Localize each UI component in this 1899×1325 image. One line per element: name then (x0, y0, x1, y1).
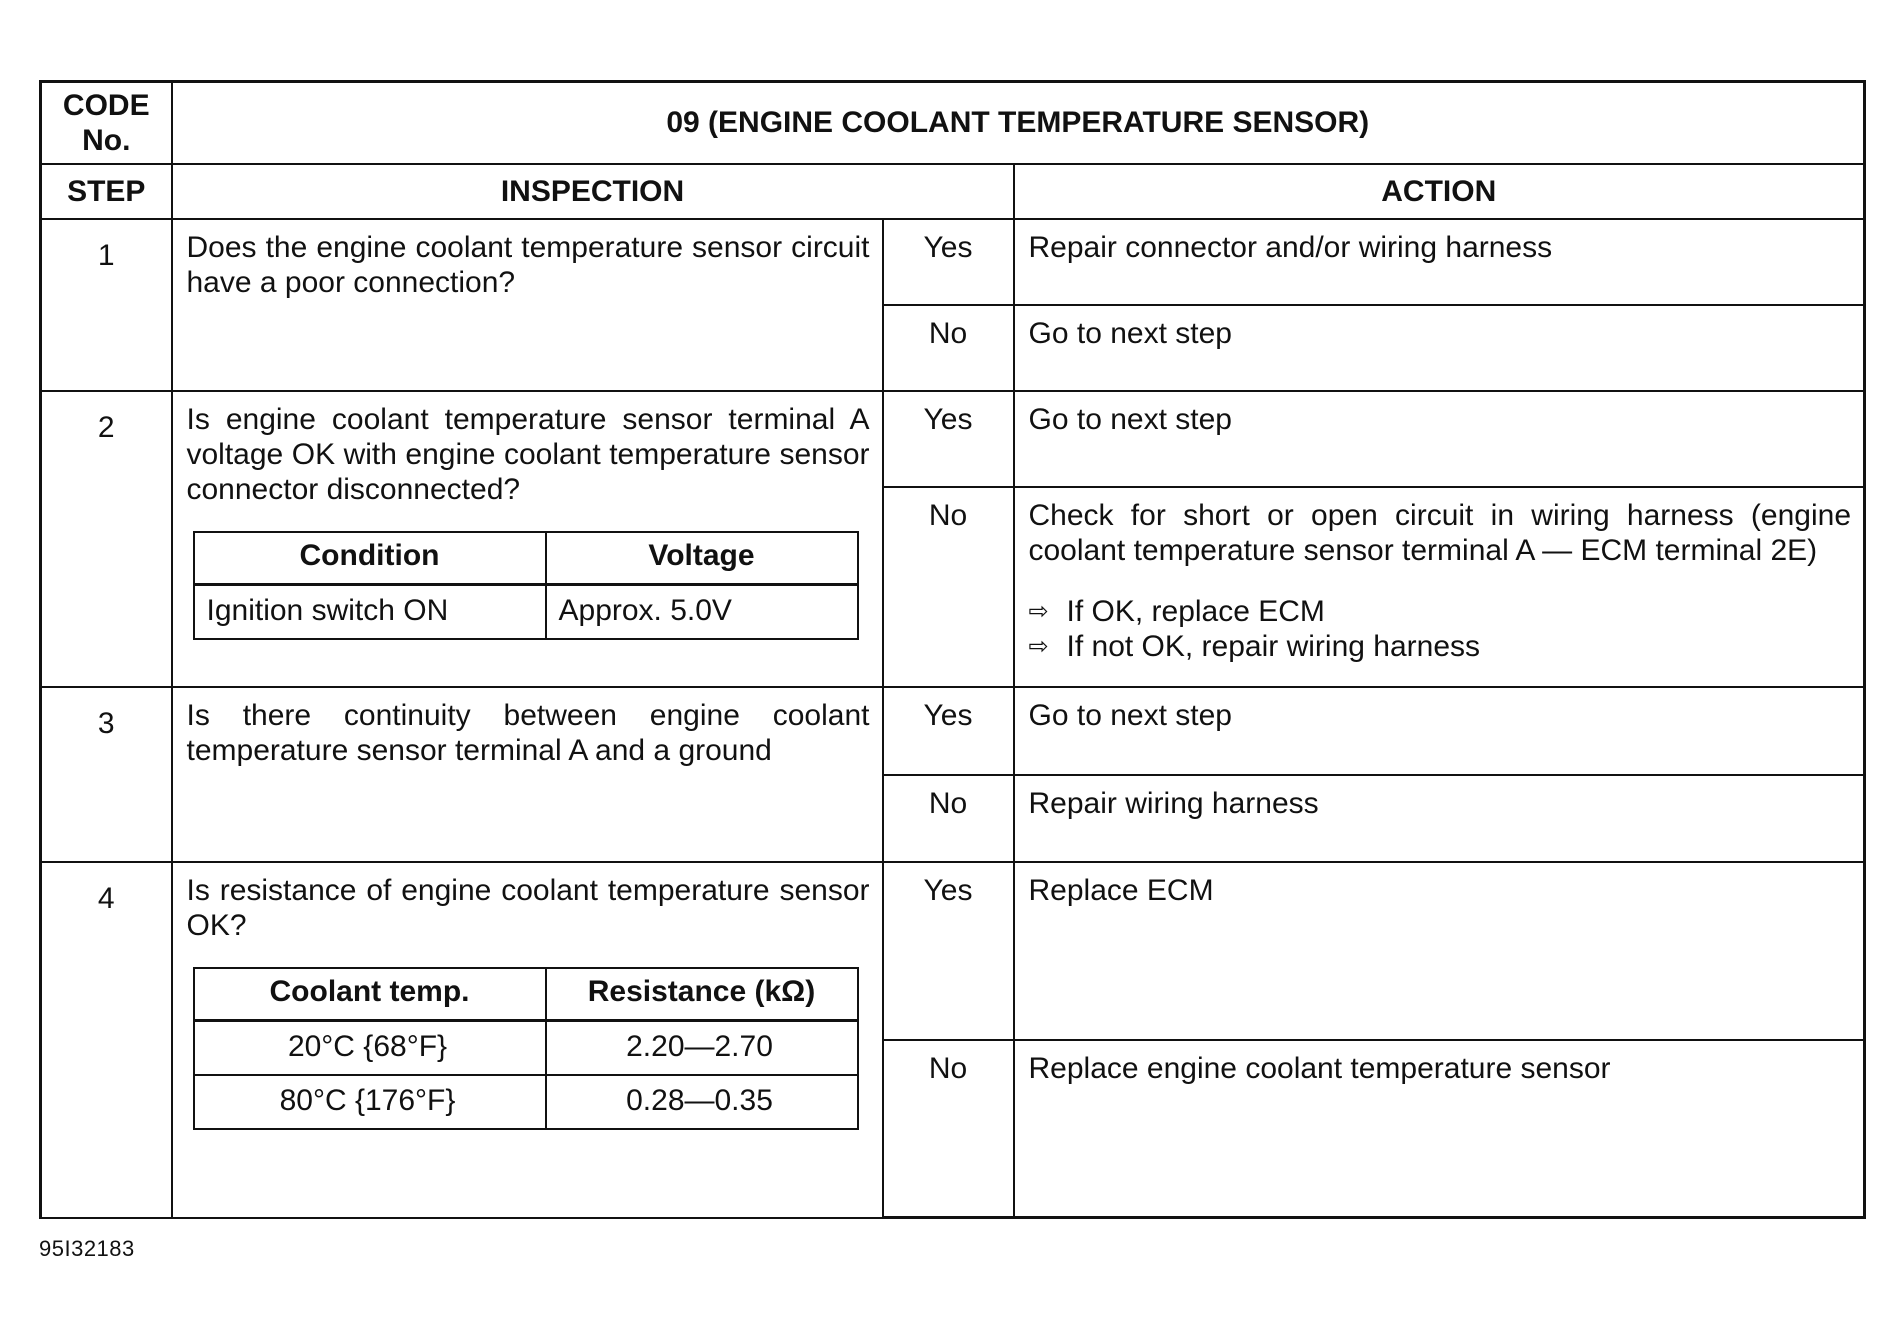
no-action: Go to next step (1014, 305, 1865, 391)
bullet-text: If OK, replace ECM (1066, 594, 1325, 628)
table-header-condition: Condition (194, 532, 546, 585)
figure-id: 95I32183 (39, 1236, 135, 1261)
step-column-header: STEP (41, 164, 172, 219)
table-cell-resistance: 2.20—2.70 (546, 1020, 858, 1075)
no-label: No (883, 305, 1014, 391)
yes-action: Go to next step (1014, 391, 1865, 487)
table-row (194, 584, 858, 639)
table-header-voltage: Voltage (546, 532, 858, 585)
no-label: No (883, 1040, 1014, 1218)
code-label-line2: No. (82, 123, 131, 157)
diagnostic-table (39, 80, 1866, 1219)
yes-action: Go to next step (1014, 687, 1865, 775)
page-title: 09 (ENGINE COOLANT TEMPERATURE SENSOR) (172, 82, 1865, 164)
table-cell-temp: 80°C {176°F} (194, 1075, 546, 1129)
table-cell-resistance: 0.28—0.35 (546, 1075, 858, 1129)
inspection-cell (172, 862, 883, 1218)
no-label: No (883, 487, 1014, 687)
inspection-column-header: INSPECTION (172, 164, 1014, 219)
right-arrow-icon: ⇨ (1028, 597, 1049, 625)
no-action: Replace engine coolant temperature sensor (1014, 1040, 1865, 1218)
step-number: 1 (41, 219, 172, 391)
yes-action: Repair connector and/or wiring harness (1014, 219, 1865, 305)
action-column-header: ACTION (1014, 164, 1865, 219)
yes-label: Yes (883, 219, 1014, 305)
yes-label: Yes (883, 862, 1014, 1040)
no-action: Check for short or open circuit in wiring harness (engine coolant temperature sensor terminal A — ECM terminal 2E) (1028, 498, 1852, 567)
no-action-cell (1014, 487, 1865, 687)
step-number: 3 (41, 687, 172, 862)
inspection-cell (172, 391, 883, 687)
resistance-spec-table (193, 967, 859, 1130)
step-number: 4 (41, 862, 172, 1218)
yes-label: Yes (883, 391, 1014, 487)
table-cell-voltage: Approx. 5.0V (546, 584, 858, 639)
inspection-text: Does the engine coolant temperature sensor circuit have a poor connection? (172, 219, 883, 391)
inspection-text: Is engine coolant temperature sensor terminal A voltage OK with engine coolant temperature sensor connector disconnected? (186, 402, 870, 506)
troubleshooting-table-sheet (39, 80, 1863, 1216)
no-action: Repair wiring harness (1014, 775, 1865, 862)
right-arrow-icon: ⇨ (1028, 632, 1049, 660)
yes-label: Yes (883, 687, 1014, 775)
table-header-coolant-temp: Coolant temp. (194, 968, 546, 1021)
list-item (1029, 629, 1852, 664)
table-header-resistance: Resistance (kΩ) (546, 968, 858, 1021)
bullet-text: If not OK, repair wiring harness (1066, 629, 1481, 663)
inspection-text: Is resistance of engine coolant temperature sensor OK? (186, 873, 870, 942)
code-label-line1: CODE (62, 88, 150, 122)
table-cell-temp: 20°C {68°F} (194, 1020, 546, 1075)
yes-action: Replace ECM (1014, 862, 1865, 1040)
step-number: 2 (41, 391, 172, 687)
voltage-spec-table (193, 531, 859, 640)
table-row (194, 1075, 858, 1129)
inspection-text: Is there continuity between engine coolant temperature sensor terminal A and a ground (172, 687, 883, 862)
table-row (194, 1020, 858, 1075)
list-item (1029, 594, 1852, 629)
no-label: No (883, 775, 1014, 862)
code-no-header (41, 82, 172, 164)
table-cell-condition: Ignition switch ON (194, 584, 546, 639)
